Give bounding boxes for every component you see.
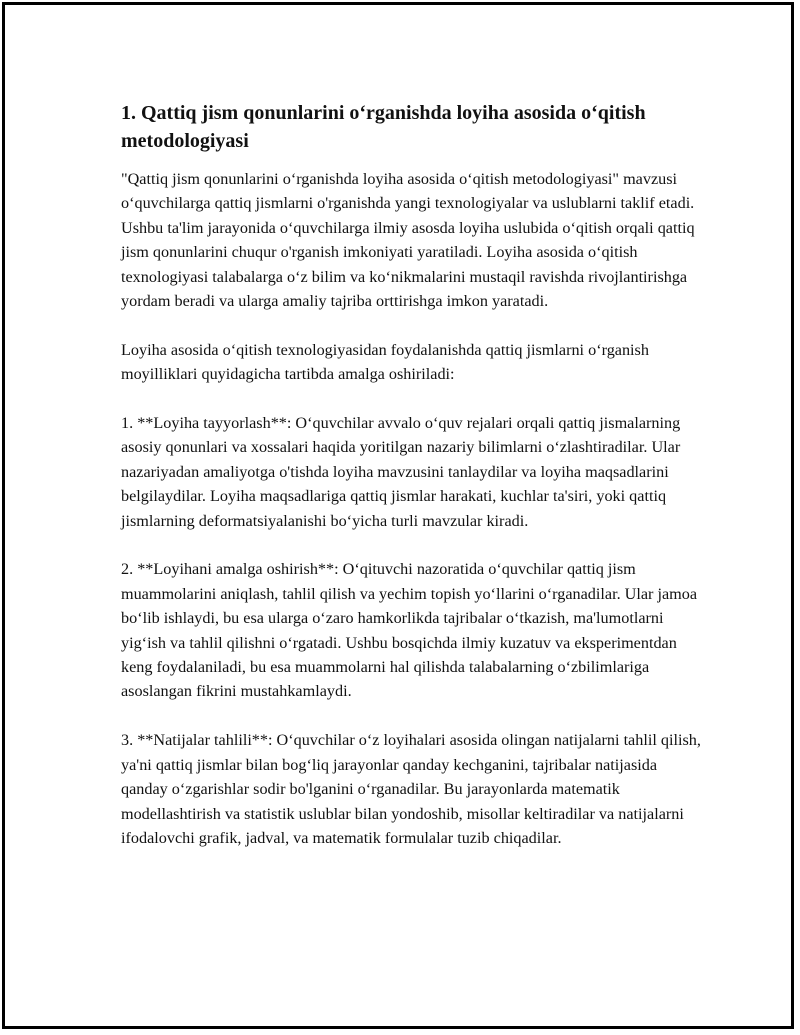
intro-paragraph: "Qattiq jism qonunlarini o‘rganishda loyiha asosida o‘qitish metodologiyasi" mavzusi o‘quvchilarga qattiq jismlarni o'rganishda yangi texnologiyalar va uslublarni taklif etadi. Ushbu ta'lim jarayonida o‘quvchilarga ilmiy asosda loyiha uslubida o‘qitish orqali qattiq jism qonunlarini chuqur o'rganish imkoniyati yaratiladi. Loyiha asosida o‘qitish texnologiyasi talabalarga o‘z bilim va ko‘nikmalarini mustaqil ravishda rivojlantirishga yordam beradi va ularga amaliy tajriba orttirishga imkon yaratadi. xyxy=(121,170,695,311)
page-frame xyxy=(2,2,794,1029)
document-title: 1. Qattiq jism qonunlarini o‘rganishda loyiha asosida o‘qitish metodologiyasi xyxy=(121,102,646,152)
step-3-paragraph: 3. **Natijalar tahlili**: O‘quvchilar o‘z loyihalari asosida olingan natijalarni tahlil qilish, ya'ni qattiq jismlar bilan bog‘liq jarayonlar qanday kechganini, tajribalar natijasida qanday o‘zgarishlar sodir bo'lganini o‘rganadilar. Bu jarayonlarda matematik modellashtirish va statistik uslublar bilan yondoshib, misollar keltiradilar va natijalarni ifodalovchi grafik, jadval, va matematik formulalar tuzib chiqadilar. xyxy=(121,731,701,847)
process-intro-paragraph: Loyiha asosida o‘qitish texnologiyasidan foydalanishda qattiq jismlarni o‘rganish moyilliklari quyidagicha tartibda amalga oshiriladi: xyxy=(121,340,649,384)
step-2-paragraph: 2. **Loyihani amalga oshirish**: O‘qituvchi nazoratida o‘quvchilar qattiq jism muammolarini aniqlash, tahlil qilish va yechim topish yo‘llarini o‘rganadilar. Ular jamoa bo‘lib ishlaydi, bu esa ularga o‘zaro hamkorlikda tajribalar o‘tkazish, ma'lumotlarni yig‘ish va tahlil qilishni o‘rgatadi. Ushbu bosqichda ilmiy kuzatuv va eksperimentdan keng foydalaniladi, bu esa muammolarni hal qilishda talabalarning o‘zbilimlariga asoslangan fikrini mustahkamlaydi. xyxy=(121,560,698,701)
step-1-paragraph: 1. **Loyiha tayyorlash**: O‘quvchilar avvalo o‘quv rejalari orqali qattiq jismalarning asosiy qonunlari va xossalari haqida yoritilgan nazariy bilimlarni o‘zlashtiradilar. Ular nazariyadan amaliyotga o'tishda loyiha mavzusini tanlaydilar va loyiha maqsadlarini belgilaydilar. Loyiha maqsadlariga qattiq jismlar harakati, kuchlar ta'siri, yoki qattiq jismlarning deformatsiyalanishi bo‘yicha turli mavzular kiradi. xyxy=(121,414,681,530)
document-body xyxy=(121,99,706,875)
